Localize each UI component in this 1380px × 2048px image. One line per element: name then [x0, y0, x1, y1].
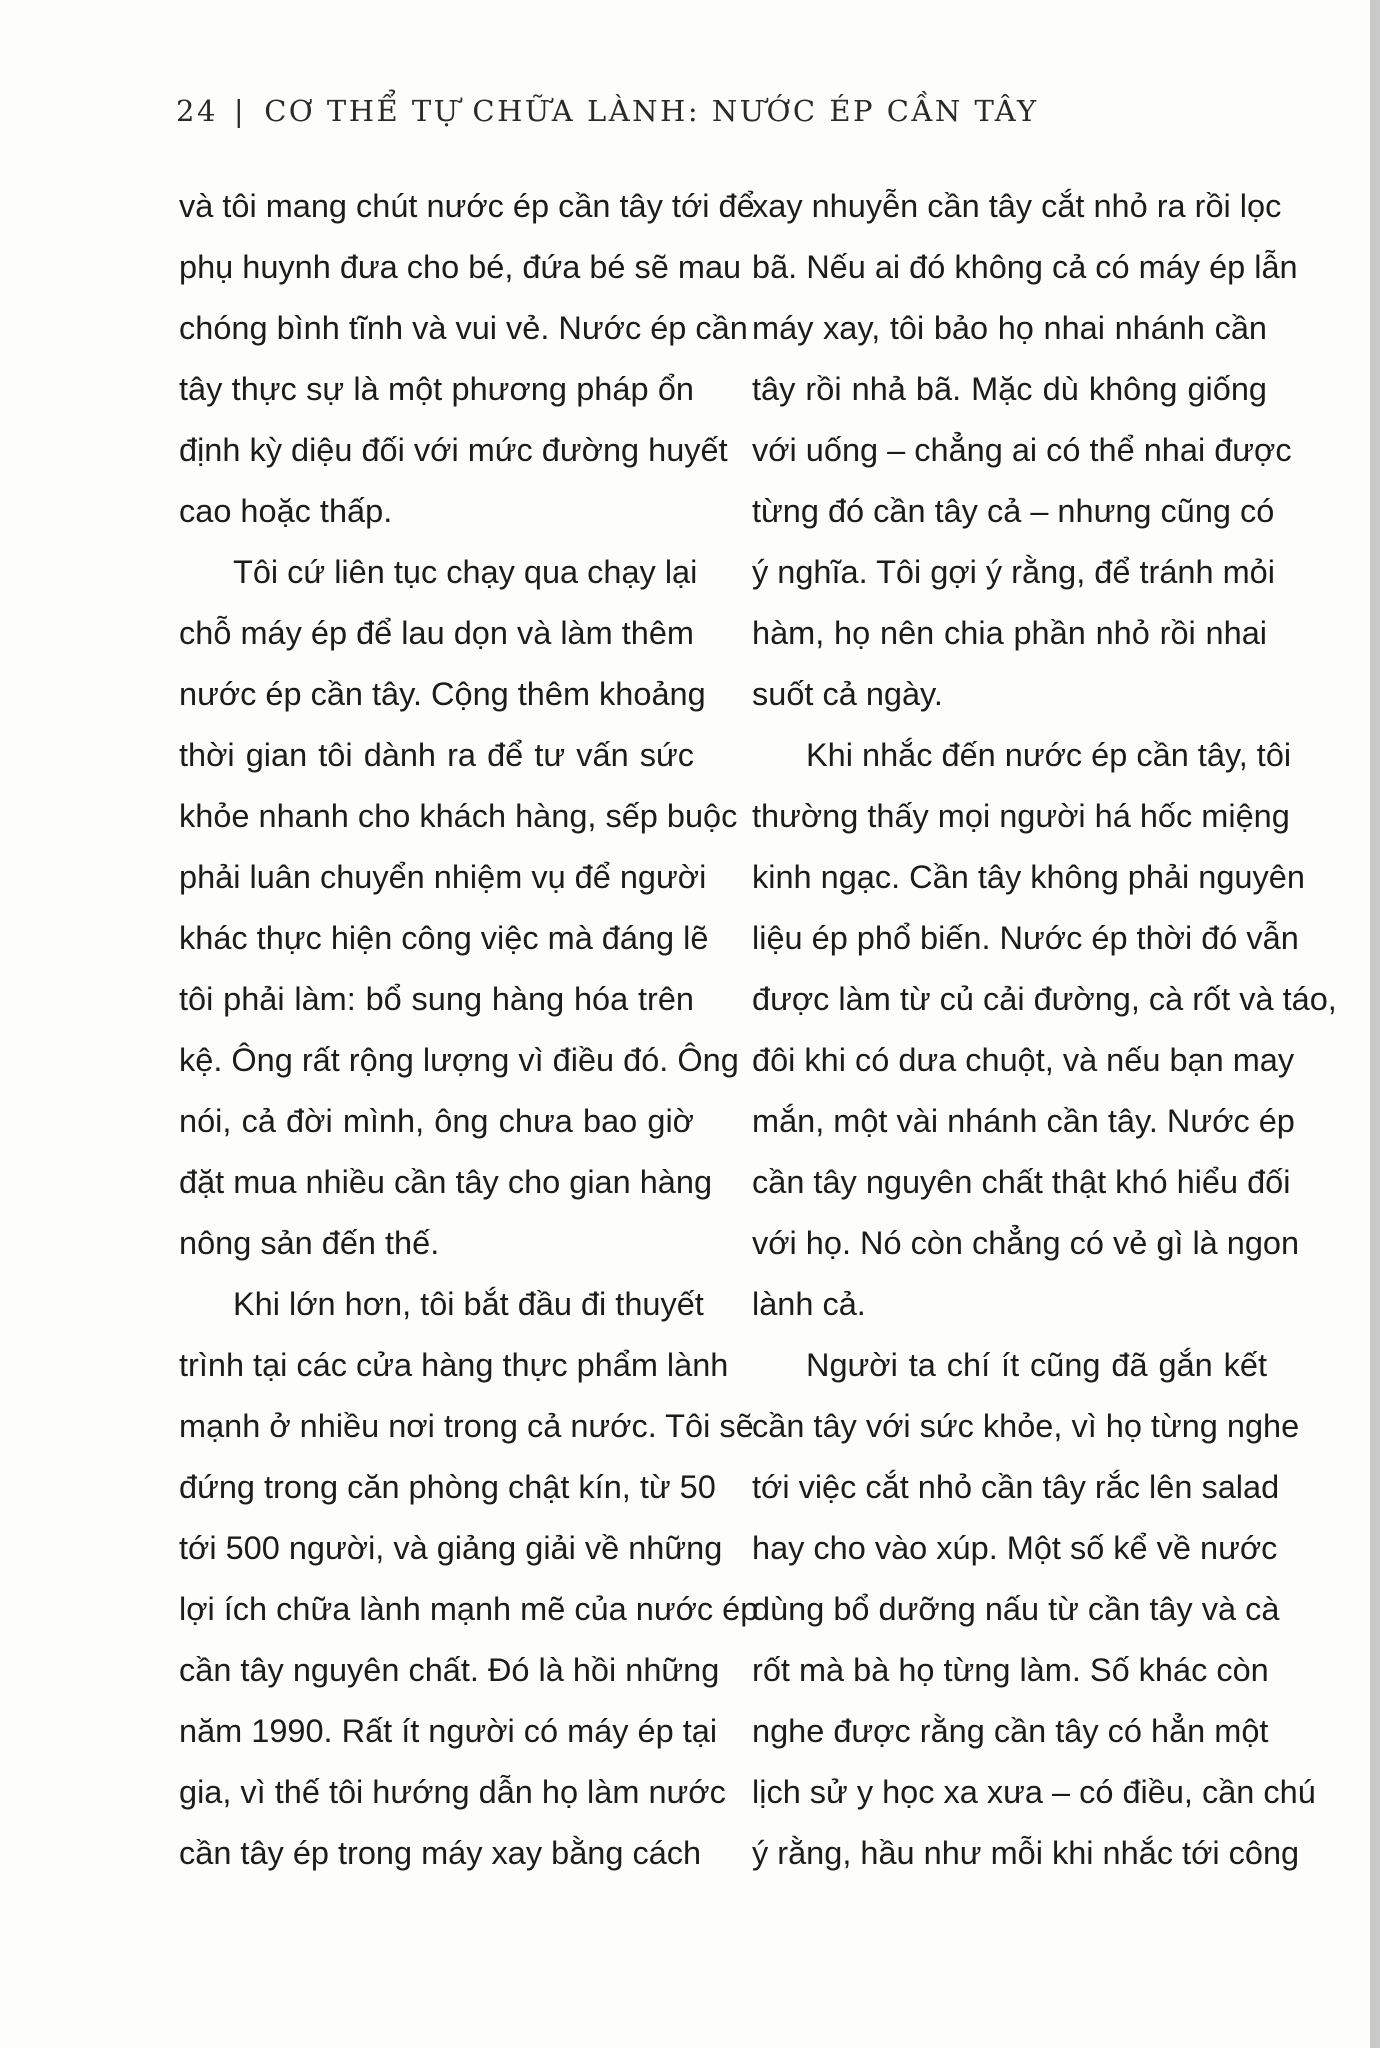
text-line: từng đó cần tây cả – nhưng cũng có [752, 493, 1275, 529]
text-line: cần tây nguyên chất thật khó hiểu đối [752, 1164, 1291, 1200]
text-line: bã. Nếu ai đó không cả có máy ép lẫn [752, 249, 1298, 285]
text-line: phụ huynh đưa cho bé, đứa bé sẽ mau [179, 249, 742, 285]
text-line: với họ. Nó còn chẳng có vẻ gì là ngon [752, 1225, 1300, 1261]
text-line: thời gian tôi dành ra để tư vấn sức [179, 737, 694, 773]
text-line: nước ép cần tây. Cộng thêm khoảng [179, 676, 706, 712]
text-line: tôi phải làm: bổ sung hàng hóa trên [179, 981, 694, 1017]
text-line: mạnh ở nhiều nơi trong cả nước. Tôi sẽ [179, 1408, 754, 1444]
text-line: khỏe nhanh cho khách hàng, sếp buộc [179, 798, 738, 834]
right-text-column [752, 176, 1337, 1884]
text-line: Khi nhắc đến nước ép cần tây, tôi [806, 737, 1292, 773]
header-separator: | [233, 94, 247, 128]
text-line: xay nhuyễn cần tây cắt nhỏ ra rồi lọc [752, 188, 1282, 224]
text-line: gia, vì thế tôi hướng dẫn họ làm nước [179, 1774, 726, 1810]
text-line: nói, cả đời mình, ông chưa bao giờ [179, 1103, 694, 1139]
text-line: Tôi cứ liên tục chạy qua chạy lại [233, 554, 698, 590]
text-line: tây thực sự là một phương pháp ổn [179, 371, 694, 407]
text-line: phải luân chuyển nhiệm vụ để người [179, 859, 707, 895]
text-line: tây rồi nhả bã. Mặc dù không giống [752, 371, 1267, 407]
text-line: hay cho vào xúp. Một số kể về nước [752, 1530, 1278, 1566]
text-line: cần tây ép trong máy xay bằng cách [179, 1835, 702, 1871]
text-line: được làm từ củ cải đường, cà rốt và táo, [752, 981, 1337, 1017]
running-title: CƠ THỂ TỰ CHỮA LÀNH: NƯỚC ÉP CẦN TÂY [264, 94, 1039, 128]
text-line: cần tây nguyên chất. Đó là hồi những [179, 1652, 720, 1688]
text-line: nghe được rằng cần tây có hẳn một [752, 1713, 1269, 1749]
text-line: lành cả. [752, 1286, 866, 1322]
text-line: chóng bình tĩnh và vui vẻ. Nước ép cần [179, 310, 748, 346]
text-line: dùng bổ dưỡng nấu từ cần tây và cà [752, 1591, 1280, 1627]
text-line: tới 500 người, và giảng giải về những [179, 1530, 723, 1566]
text-line: liệu ép phổ biến. Nước ép thời đó vẫn [752, 920, 1299, 956]
text-line: lợi ích chữa lành mạnh mẽ của nước ép [179, 1591, 759, 1627]
text-line: mắn, một vài nhánh cần tây. Nước ép [752, 1103, 1295, 1139]
text-line: ý nghĩa. Tôi gợi ý rằng, để tránh mỏi [752, 554, 1275, 590]
text-line: đứng trong căn phòng chật kín, từ 50 [179, 1469, 716, 1505]
text-line: lịch sử y học xa xưa – có điều, cần chú [752, 1774, 1316, 1810]
text-line: Người ta chí ít cũng đã gắn kết [806, 1347, 1267, 1383]
text-line: chỗ máy ép để lau dọn và làm thêm [179, 615, 694, 651]
text-line: kệ. Ông rất rộng lượng vì điều đó. Ông [179, 1042, 739, 1078]
text-line: và tôi mang chút nước ép cần tây tới để [179, 188, 755, 224]
text-line: tới việc cắt nhỏ cần tây rắc lên salad [752, 1469, 1280, 1505]
text-line: đôi khi có dưa chuột, và nếu bạn may [752, 1042, 1295, 1078]
text-line: ý rằng, hầu như mỗi khi nhắc tới công [752, 1835, 1300, 1871]
text-line: năm 1990. Rất ít người có máy ép tại [179, 1713, 718, 1749]
text-line: thường thấy mọi người há hốc miệng [752, 798, 1290, 834]
text-line: nông sản đến thế. [179, 1225, 440, 1261]
text-line: với uống – chẳng ai có thể nhai được [752, 432, 1292, 468]
text-line: cao hoặc thấp. [179, 493, 393, 529]
text-line: máy xay, tôi bảo họ nhai nhánh cần [752, 310, 1267, 346]
text-line: kinh ngạc. Cần tây không phải nguyên [752, 859, 1305, 895]
text-line: định kỳ diệu đối với mức đường huyết [179, 432, 728, 468]
text-line: rốt mà bà họ từng làm. Số khác còn [752, 1652, 1269, 1688]
text-line: trình tại các cửa hàng thực phẩm lành [179, 1347, 729, 1383]
running-header [176, 94, 1039, 128]
text-line: hàm, họ nên chia phần nhỏ rồi nhai [752, 615, 1267, 651]
text-line: đặt mua nhiều cần tây cho gian hàng [179, 1164, 713, 1200]
page-number: 24 [176, 94, 218, 128]
text-line: cần tây với sức khỏe, vì họ từng nghe [752, 1408, 1300, 1444]
left-text-column [179, 176, 759, 1884]
text-line: Khi lớn hơn, tôi bắt đầu đi thuyết [233, 1286, 704, 1322]
text-line: suốt cả ngày. [752, 676, 943, 712]
text-line: khác thực hiện công việc mà đáng lẽ [179, 920, 709, 956]
